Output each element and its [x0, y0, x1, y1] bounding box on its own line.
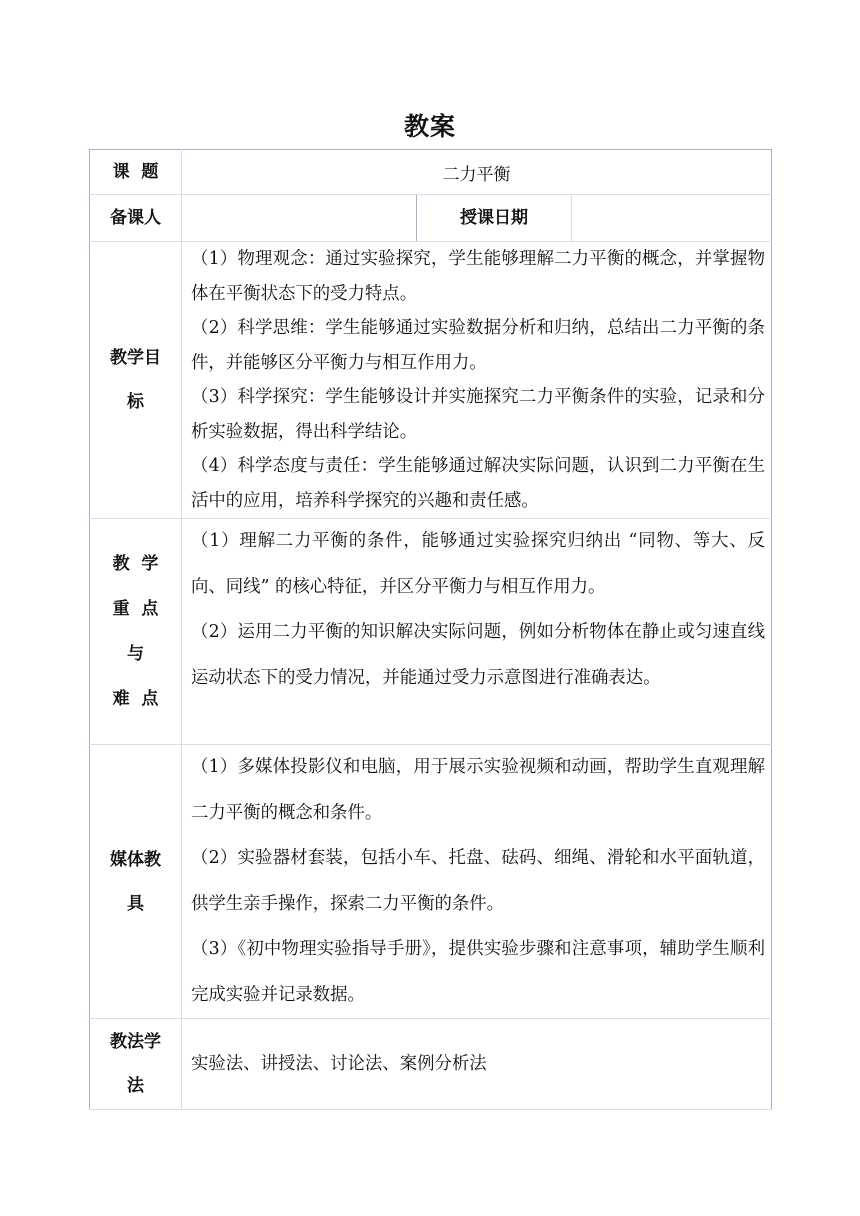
method-content [182, 1019, 772, 1110]
method-label: 教法学 法 [90, 1019, 182, 1110]
teacher-value[interactable] [182, 195, 417, 242]
teacher-row [90, 195, 772, 242]
media-item: （1）多媒体投影仪和电脑，用于展示实验视频和动画，帮助学生直观理解二力平衡的概念和条件。 [191, 757, 765, 823]
goal-item: （2）科学思维：学生能够通过实验数据分析和归纳，总结出二力平衡的条件，并能够区分平衡力与相互作用力。 [191, 318, 765, 373]
goal-item: （3）科学探究：学生能够设计并实施探究二力平衡条件的实验，记录和分析实验数据，得出科学结论。 [191, 387, 765, 442]
key-points-row [90, 519, 772, 745]
goal-item: （4）科学态度与责任：学生能够通过解决实际问题，认识到二力平衡在生活中的应用，培养科学探究的兴趣和责任感。 [191, 456, 765, 511]
key-points-label: 教 学 重 点 与 难 点 [90, 519, 182, 745]
lesson-plan-table [89, 149, 772, 1110]
goals-content [182, 242, 772, 519]
media-content [182, 745, 772, 1019]
key-points-content [182, 519, 772, 745]
media-item: （2）实验器材套装，包括小车、托盘、砝码、细绳、滑轮和水平面轨道，供学生亲手操作，探索二力平衡的条件。 [191, 848, 765, 914]
method-value: 实验法、讲授法、讨论法、案例分析法 [191, 1053, 487, 1074]
goals-label: 教学目 标 [90, 242, 182, 519]
media-label: 媒体教 具 [90, 745, 182, 1019]
teacher-label: 备课人 [90, 195, 182, 242]
media-row [90, 745, 772, 1019]
goals-row [90, 242, 772, 519]
date-value[interactable] [572, 195, 772, 242]
date-label: 授课日期 [417, 195, 572, 242]
method-row [90, 1019, 772, 1110]
media-item: （3）《初中物理实验指导手册》，提供实验步骤和注意事项，辅助学生顺利完成实验并记录数据。 [191, 939, 765, 1005]
subject-value[interactable]: 二力平衡 [182, 150, 772, 195]
subject-row [90, 150, 772, 195]
goal-item: （1）物理观念：通过实验探究，学生能够理解二力平衡的概念，并掌握物体在平衡状态下的受力特点。 [191, 249, 765, 304]
key-point-item: （2）运用二力平衡的知识解决实际问题，例如分析物体在静止或匀速直线运动状态下的受力情况，并能通过受力示意图进行准确表达。 [191, 622, 765, 688]
subject-label: 课 题 [90, 150, 182, 195]
key-point-item: （1）理解二力平衡的条件，能够通过实验探究归纳出 “同物、等大、反向、同线” 的核心特征，并区分平衡力与相互作用力。 [191, 531, 765, 597]
page-title: 教案 [403, 112, 456, 141]
